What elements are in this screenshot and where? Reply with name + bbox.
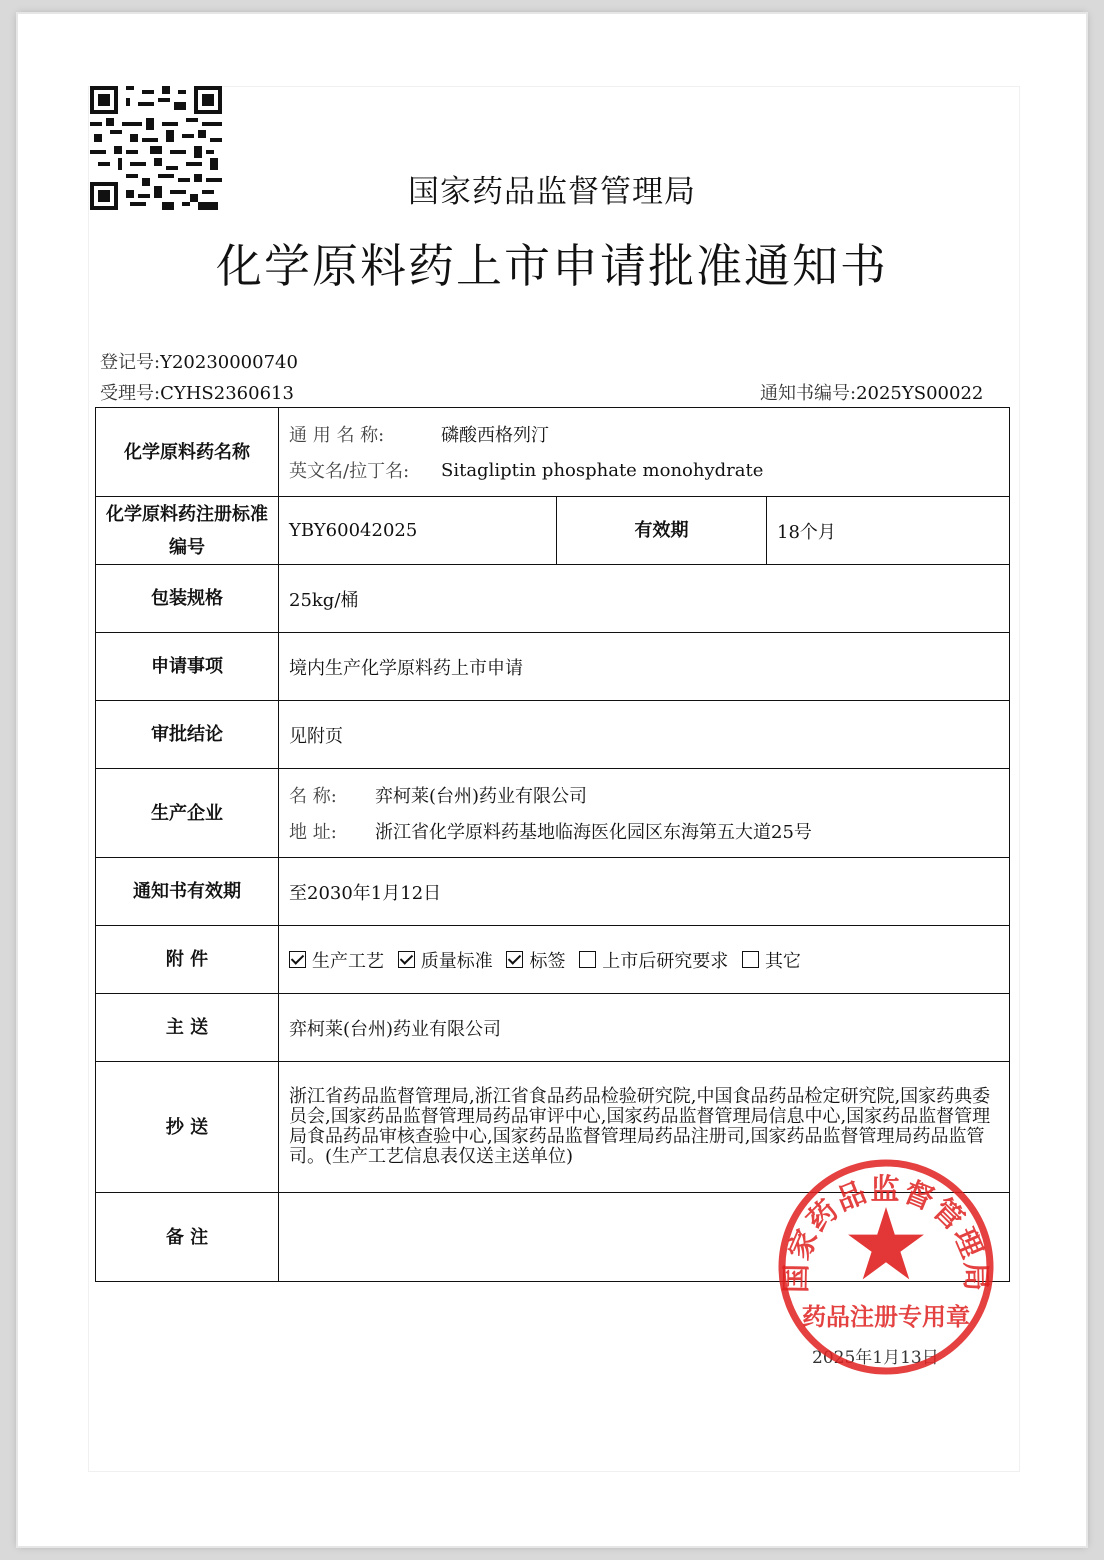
- row-label: 审批结论: [96, 701, 279, 769]
- attachment-item: 质量标准: [398, 951, 493, 972]
- row-label: 申请事项: [96, 633, 279, 701]
- attachment-item: 上市后研究要求: [579, 951, 728, 972]
- registration-number: 登记号:Y20230000740: [100, 352, 298, 373]
- row-label: 抄 送: [96, 1062, 279, 1193]
- table-row: [96, 408, 1010, 497]
- checkbox-icon: [398, 951, 415, 968]
- drug-name-cell: 通 用 名 称: 磷酸西格列汀 英文名/拉丁名: Sitagliptin phosphate monohydrate: [279, 408, 1010, 497]
- attachment-item: 生产工艺: [289, 951, 384, 972]
- document-title: 化学原料药上市申请批准通知书: [216, 239, 888, 293]
- checkbox-icon: [289, 951, 306, 968]
- checkbox-icon: [742, 951, 759, 968]
- table-row: [96, 633, 1010, 701]
- notice-validity-value: 至2030年1月12日: [279, 858, 1010, 926]
- package-value: 25kg/桶: [279, 565, 1010, 633]
- row-label: 包装规格: [96, 565, 279, 633]
- issuing-authority: 国家药品监督管理局: [408, 174, 696, 210]
- standard-number: YBY60042025: [279, 497, 557, 565]
- seal-ring-text: 国家药品监督管理局: [778, 1172, 994, 1294]
- row-label: 化学原料药名称: [96, 408, 279, 497]
- row-label: 备 注: [96, 1193, 279, 1282]
- manufacturer-cell: 名 称: 弈柯莱(台州)药业有限公司 地 址: 浙江省化学原料药基地临海医化园区东海第五大道25号: [279, 769, 1010, 858]
- row-label: 附 件: [96, 926, 279, 994]
- table-row: [96, 497, 1010, 565]
- table-row: [96, 769, 1010, 858]
- seal-bottom-text: 药品注册专用章: [802, 1303, 970, 1331]
- row-label: 通知书有效期: [96, 858, 279, 926]
- acceptance-number: 受理号:CYHS2360613: [100, 383, 294, 404]
- row-label: 主 送: [96, 994, 279, 1062]
- table-row: [96, 926, 1010, 994]
- attachment-item: 标签: [506, 951, 565, 972]
- table-row: [96, 858, 1010, 926]
- table-row: [96, 994, 1010, 1062]
- issue-date: 2025年1月13日: [812, 1348, 939, 1368]
- application-value: 境内生产化学原料药上市申请: [279, 633, 1010, 701]
- star-icon: [848, 1207, 924, 1279]
- official-seal: [776, 1157, 996, 1377]
- table-row: [96, 565, 1010, 633]
- approval-form-table: [95, 407, 1010, 1282]
- notice-number: 通知书编号:2025YS00022: [760, 383, 984, 404]
- attachment-item: 其它: [742, 951, 801, 972]
- checkbox-icon: [579, 951, 596, 968]
- attachments-cell: [279, 926, 1010, 994]
- conclusion-value: 见附页: [279, 701, 1010, 769]
- main-recipient-value: 弈柯莱(台州)药业有限公司: [279, 994, 1010, 1062]
- cc-value: 浙江省药品监督管理局,浙江省食品药品检验研究院,中国食品药品检定研究院,国家药典委员会,国家药品监督管理局药品审评中心,国家药品监督管理局信息中心,国家药品监督管理局食品药品审核查验中心,国家药品监督管理局药品注册司,国家药品监督管理局药品监管司。(生产工艺信息表仅送主送单位): [279, 1062, 1010, 1193]
- row-label: 生产企业: [96, 769, 279, 858]
- checkbox-icon: [506, 951, 523, 968]
- validity-label: 有效期: [557, 497, 767, 565]
- table-row: [96, 701, 1010, 769]
- row-label: 化学原料药注册标准编号: [96, 497, 279, 565]
- validity-value: 18个月: [767, 497, 1010, 565]
